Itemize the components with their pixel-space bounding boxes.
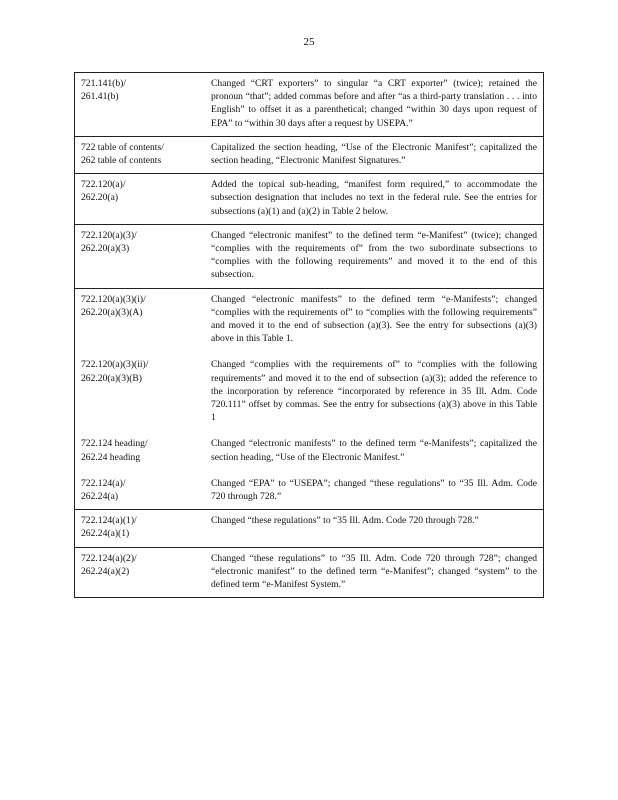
- table-row-group: [75, 547, 543, 598]
- section-reference-cell: 722.124(a)/ 262.24(a): [81, 477, 126, 503]
- table-row: [81, 358, 537, 424]
- section-reference-cell: 722.120(a)/ 262.20(a): [81, 179, 126, 204]
- section-reference-cell: 722.124(a)(2)/ 262.24(a)(2): [81, 552, 137, 577]
- section-reference-cell: 722 table of contents/ 262 table of contents: [81, 141, 164, 167]
- table-row: [81, 229, 537, 282]
- section-reference-cell: 722.120(a)(3)(ii)/ 262.20(a)(3)(B): [81, 359, 149, 384]
- table-row: [81, 477, 537, 503]
- changes-table: [74, 72, 544, 598]
- table-row: [81, 77, 537, 130]
- change-description-cell: Changed “electronic manifests” to the defined term “e-Manifests”; capitalized the section heading, “Use of the Electronic Manifest.”: [211, 438, 537, 463]
- table-row: [81, 514, 537, 540]
- table-row: [81, 552, 537, 592]
- table-row-group: [75, 288, 543, 510]
- section-reference-cell: 722.120(a)(3)/ 262.20(a)(3): [81, 229, 137, 255]
- section-reference-cell: 722.124(a)(1)/ 262.24(a)(1): [81, 515, 137, 540]
- table-row: [81, 141, 537, 167]
- table-row: [81, 178, 537, 218]
- change-description-cell: Changed “EPA” to “USEPA”; changed “these regulations” to “35 Ill. Adm. Code 720 through 728.”: [211, 477, 537, 503]
- change-description-cell: Capitalized the section heading, “Use of the Electronic Manifest”; capitalized the section heading, “Electronic Manifest Signatures.”: [211, 141, 537, 167]
- table-row: [81, 293, 537, 346]
- table-row-group: [75, 509, 543, 546]
- change-description-cell: Changed “CRT exporters” to singular “a CRT exporter” (twice); retained the pronoun “that”; added commas before and after “as a third-party translation . . . into English” to offset it as a parenthetical; changed “within 30 days upon request of EPA” to “within 30 days after a request by USEPA.”: [211, 78, 537, 129]
- change-description-cell: Changed “electronic manifests” to the defined term “e-Manifests”; changed “complies with the requirements of” to “complies with the following requirements” and moved it to the end of subsection (a)(3). See the entry for subsections (a)(3) above in this Table 1.: [211, 293, 537, 345]
- section-reference-cell: 722.120(a)(3)(i)/ 262.20(a)(3)(A): [81, 293, 146, 318]
- table-row-group: [75, 173, 543, 224]
- change-description-cell: Changed “complies with the requirements of” to “complies with the following requirements” and moved it to the end of subsection (a)(3); added the reference to the incorporation by reference “incorporated by reference in 35 Ill. Adm. Code 720.111” offset by commas. See the entry for subsections (a)(3) above in this Table 1: [211, 359, 537, 424]
- change-description-cell: Changed “these regulations” to “35 Ill. Adm. Code 720 through 728.”: [211, 515, 479, 527]
- table-row-group: [75, 136, 543, 173]
- table-row: [81, 437, 537, 463]
- section-reference-cell: 722.124 heading/ 262.24 heading: [81, 438, 148, 463]
- table-row-group: [75, 73, 543, 136]
- change-description-cell: Changed “electronic manifest” to the defined term “e-Manifest” (twice); changed “complies with the requirements of” from the two subordinate subsections to “complies with the following requirements” and moved it to the end of this subsection.: [211, 229, 537, 281]
- change-description-cell: Added the topical sub-heading, “manifest form required,” to accommodate the subsection designation that includes no text in the federal rule. See the entries for subsections (a)(1) and (a)(2) in Table 2 below.: [211, 179, 537, 217]
- section-reference-cell: 721.141(b)/ 261.41(b): [81, 78, 127, 103]
- table-row-group: [75, 224, 543, 288]
- change-description-cell: Changed “these regulations” to “35 Ill. Adm. Code 720 through 728”; changed “electronic manifest” to the defined term “e-Manifest”; changed “system” to the defined term “e-Manifest System.”: [211, 552, 537, 591]
- page-number: 25: [303, 36, 315, 48]
